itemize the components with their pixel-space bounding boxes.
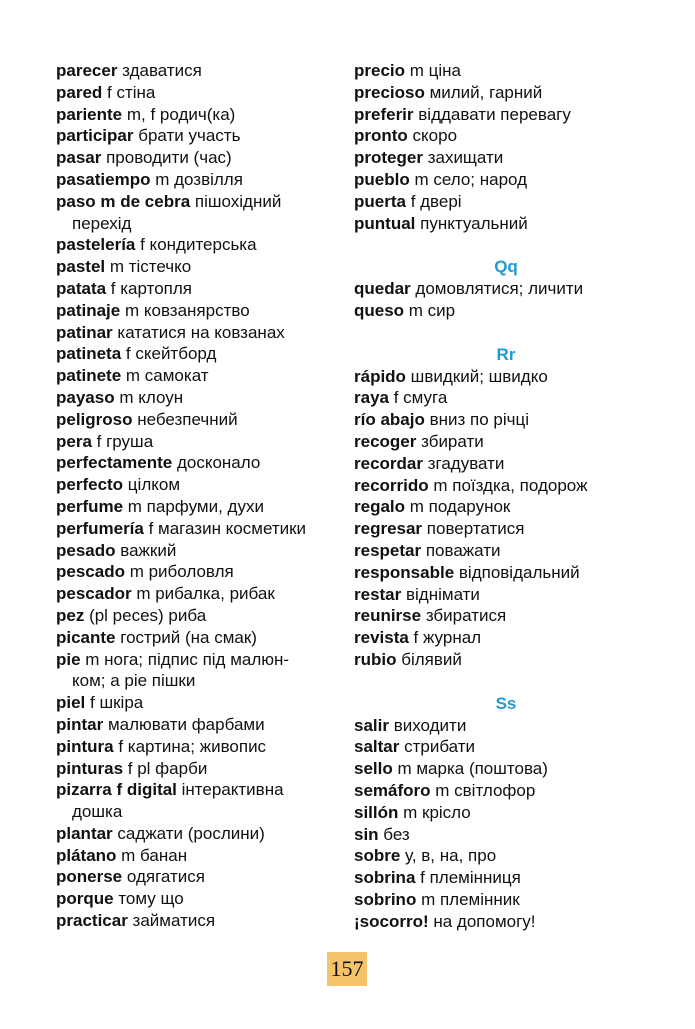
entry-headword: semáforo	[354, 780, 431, 800]
dictionary-entry	[354, 584, 654, 606]
entry-headword: proteger	[354, 148, 423, 168]
dictionary-entry	[354, 758, 654, 780]
dictionary-entry	[354, 278, 654, 300]
entry-headword: perfectamente	[56, 453, 173, 473]
entry-translation: збиратися	[421, 606, 507, 626]
entry-translation: m банан	[116, 845, 188, 865]
entry-headword: pinturas	[56, 758, 124, 778]
entry-translation: займатися	[127, 911, 216, 931]
entry-headword: plantar	[56, 823, 113, 843]
entry-translation: f картина; живопис	[113, 736, 267, 756]
entry-headword: patata	[56, 278, 107, 298]
dictionary-entry	[354, 911, 654, 933]
section-heading-r: Rr	[496, 344, 516, 364]
entry-translation: m клоун	[114, 387, 184, 407]
entry-headword: salir	[354, 715, 389, 735]
entry-translation: f pl фарби	[123, 758, 208, 778]
page-number: 157	[327, 952, 367, 986]
entry-translation: милий, гарний	[424, 82, 543, 102]
dictionary-entry	[56, 409, 338, 431]
entry-headword: preferir	[354, 104, 414, 124]
entry-translation: f стіна	[102, 82, 156, 102]
dictionary-entry	[56, 910, 338, 932]
entry-translation: білявий	[396, 649, 462, 669]
dictionary-entry	[354, 387, 654, 409]
entry-headword: porque	[56, 889, 114, 909]
entry-translation: f двері	[405, 191, 462, 211]
entry-headword: regalo	[354, 497, 406, 517]
entry-headword: recordar	[354, 453, 423, 473]
entry-headword: sin	[354, 824, 379, 844]
entry-headword: responsable	[354, 562, 455, 582]
dictionary-entry	[354, 60, 654, 82]
dictionary-entry	[354, 169, 654, 191]
entry-continuation: ком; a pie пішки	[72, 671, 196, 691]
entry-headword: patinete	[56, 366, 122, 386]
dictionary-entry	[56, 736, 338, 758]
section-heading-q: Qq	[494, 257, 518, 277]
dictionary-entry	[354, 82, 654, 104]
entry-headword: pastelería	[56, 235, 136, 255]
entry-headword: raya	[354, 388, 389, 408]
dictionary-entry	[354, 191, 654, 213]
entry-translation: вниз по річці	[424, 410, 530, 430]
entry-translation: m ціна	[405, 61, 461, 80]
entry-translation: f груша	[91, 431, 154, 451]
entry-translation: здаватися	[117, 61, 202, 80]
entry-translation: малювати фарбами	[103, 714, 265, 734]
entry-headword: revista	[354, 628, 409, 648]
entry-headword: pera	[56, 431, 92, 451]
dictionary-entry	[56, 278, 338, 300]
entry-headword: pastel	[56, 257, 106, 277]
entry-headword: peligroso	[56, 409, 133, 429]
entry-translation: у, в, на, про	[400, 846, 497, 866]
entry-translation: m марка (поштова)	[392, 759, 548, 779]
entry-translation: виходити	[388, 715, 467, 735]
entry-headword: rápido	[354, 366, 406, 386]
entry-translation: f кондитерська	[135, 235, 257, 255]
dictionary-entry	[56, 452, 338, 474]
entry-headword: recorrido	[354, 475, 429, 495]
dictionary-entry	[56, 496, 338, 518]
entry-headword: sobrina	[354, 868, 416, 888]
dictionary-entry	[56, 82, 338, 104]
left-column	[56, 60, 338, 932]
dictionary-entry	[354, 147, 654, 169]
entry-translation: m крісло	[398, 802, 471, 822]
entry-headword: patinaje	[56, 300, 121, 320]
q-entries	[354, 278, 654, 322]
dictionary-entry	[354, 125, 654, 147]
dictionary-entry	[354, 627, 654, 649]
entry-headword: sobrino	[354, 889, 417, 909]
dictionary-entry	[56, 431, 338, 453]
entry-headword: parecer	[56, 61, 118, 80]
dictionary-entry	[354, 409, 654, 431]
entry-headword: sillón	[354, 802, 399, 822]
entry-translation: m парфуми, духи	[123, 496, 264, 516]
dictionary-entry	[354, 213, 654, 235]
dictionary-entry	[354, 518, 654, 540]
s-entries	[354, 715, 654, 933]
entry-headword: ¡socorro!	[354, 911, 429, 931]
entry-headword: payaso	[56, 387, 115, 407]
entry-translation: f шкіра	[85, 693, 144, 713]
dictionary-entry	[56, 888, 338, 910]
entry-translation: проводити (час)	[101, 148, 232, 168]
entry-translation: без	[378, 824, 410, 844]
entry-translation: (pl peces) риба	[84, 605, 207, 625]
entry-headword: pasar	[56, 148, 102, 168]
entry-headword: pescador	[56, 584, 132, 604]
dictionary-entry	[354, 496, 654, 518]
entry-headword: precio	[354, 61, 406, 80]
dictionary-entry	[56, 649, 338, 693]
dictionary-entry	[56, 191, 338, 235]
dictionary-entry	[354, 104, 654, 126]
dictionary-entry	[56, 125, 338, 147]
dictionary-entry	[354, 453, 654, 475]
entry-translation: важкий	[115, 540, 177, 560]
dictionary-entry	[56, 561, 338, 583]
entry-translation: m ковзанярство	[120, 300, 250, 320]
entry-translation: небезпечний	[132, 409, 238, 429]
entry-translation: брати участь	[133, 126, 241, 146]
dictionary-entry	[354, 366, 654, 388]
entry-translation: на допомогу!	[428, 911, 536, 931]
entry-headword: perfumería	[56, 518, 144, 538]
section-heading-s: Ss	[495, 693, 517, 713]
entry-translation: кататися на ковзанах	[112, 322, 285, 342]
entry-translation: одягатися	[122, 867, 205, 887]
entry-translation: m племінник	[416, 889, 520, 909]
entry-translation: m тістечко	[105, 257, 192, 277]
entry-headword: pie	[56, 649, 81, 669]
dictionary-entry	[56, 300, 338, 322]
dictionary-entry	[354, 845, 654, 867]
entry-translation: домовлятися; личити	[410, 279, 584, 299]
p-entries	[354, 60, 654, 234]
dictionary-entry	[56, 758, 338, 780]
entry-headword: respetar	[354, 540, 422, 560]
dictionary-entry	[354, 824, 654, 846]
r-entries	[354, 366, 654, 671]
entry-translation: m село; народ	[409, 169, 528, 189]
entry-translation: скоро	[407, 126, 458, 146]
entry-headword: pronto	[354, 126, 408, 146]
entry-translation: m дозвілля	[150, 169, 243, 189]
entry-headword: plátano	[56, 845, 117, 865]
entry-headword: regresar	[354, 519, 423, 539]
dictionary-entry	[56, 169, 338, 191]
entry-translation: поважати	[421, 540, 501, 560]
dictionary-entry	[56, 322, 338, 344]
entry-translation: відповідальний	[454, 562, 580, 582]
entry-headword: pescado	[56, 562, 125, 582]
dictionary-entry	[354, 780, 654, 802]
entry-headword: pez	[56, 605, 85, 625]
entry-translation: стрибати	[399, 737, 476, 757]
entry-translation: f смуга	[388, 388, 448, 408]
entry-headword: picante	[56, 627, 116, 647]
entry-headword: paso m de cebra	[56, 191, 191, 211]
entry-headword: pasatiempo	[56, 169, 151, 189]
entry-translation: збирати	[416, 431, 484, 451]
dictionary-entry	[354, 802, 654, 824]
entry-headword: ponerse	[56, 867, 123, 887]
dictionary-entry	[56, 627, 338, 649]
entry-translation: повертатися	[422, 519, 525, 539]
dictionary-entry	[354, 540, 654, 562]
dictionary-entry	[56, 540, 338, 562]
dictionary-entry	[354, 562, 654, 584]
entry-headword: restar	[354, 584, 402, 604]
entry-headword: reunirse	[354, 606, 422, 626]
dictionary-entry	[56, 387, 338, 409]
entry-translation: віддавати перевагу	[413, 104, 571, 124]
entry-translation: m самокат	[121, 366, 209, 386]
entry-translation: швидкий; швидко	[405, 366, 548, 386]
dictionary-entry	[354, 889, 654, 911]
entry-headword: pueblo	[354, 169, 410, 189]
dictionary-entry	[56, 779, 338, 823]
entry-headword: pizarra f digital	[56, 780, 177, 800]
entry-headword: practicar	[56, 911, 128, 931]
dictionary-entry	[56, 605, 338, 627]
entry-headword: perfume	[56, 496, 124, 516]
right-column	[354, 60, 654, 932]
dictionary-entry	[56, 365, 338, 387]
entry-headword: participar	[56, 126, 134, 146]
entry-translation: згадувати	[422, 453, 505, 473]
entry-translation: m рибалка, рибак	[131, 584, 275, 604]
dictionary-entry	[354, 867, 654, 889]
dictionary-entry	[354, 649, 654, 671]
dictionary-entry	[354, 475, 654, 497]
dictionary-entry	[56, 845, 338, 867]
dictionary-entry	[354, 431, 654, 453]
entry-translation: f магазин косметики	[143, 518, 307, 538]
entry-headword: patineta	[56, 344, 122, 364]
entry-translation: m нога; підпис під малюн-	[80, 649, 290, 669]
entry-translation: f журнал	[408, 628, 482, 648]
entry-translation: досконало	[172, 453, 261, 473]
entry-headword: pintar	[56, 714, 104, 734]
entry-headword: puerta	[354, 191, 406, 211]
entry-translation: віднімати	[401, 584, 480, 604]
entry-headword: perfecto	[56, 475, 124, 495]
entry-headword: pesado	[56, 540, 116, 560]
entry-headword: rubio	[354, 649, 397, 669]
dictionary-entry	[354, 715, 654, 737]
entry-translation: m поїздка, подорож	[428, 475, 588, 495]
dictionary-entry	[56, 583, 338, 605]
dictionary-entry	[56, 474, 338, 496]
dictionary-entry	[354, 300, 654, 322]
dictionary-entry	[56, 60, 338, 82]
dictionary-entry	[56, 147, 338, 169]
entry-headword: río abajo	[354, 410, 425, 430]
entry-translation: пішохідний	[190, 191, 282, 211]
entry-headword: sobre	[354, 846, 401, 866]
entry-translation: інтерактивна	[176, 780, 284, 800]
dictionary-entry	[354, 736, 654, 758]
entry-headword: precioso	[354, 82, 425, 102]
entry-headword: pared	[56, 82, 103, 102]
entry-headword: recoger	[354, 431, 417, 451]
entry-headword: queso	[354, 300, 405, 320]
entry-headword: puntual	[354, 213, 416, 233]
entry-translation: m сир	[404, 300, 456, 320]
entry-translation: цілком	[123, 475, 181, 495]
entry-translation: m світлофор	[430, 780, 536, 800]
entry-headword: patinar	[56, 322, 113, 342]
dictionary-entry	[56, 518, 338, 540]
entry-continuation: дошка	[72, 802, 123, 822]
entry-headword: pintura	[56, 736, 114, 756]
dictionary-entry	[354, 605, 654, 627]
entry-headword: quedar	[354, 279, 411, 299]
entry-translation: захищати	[422, 148, 504, 168]
dictionary-entry	[56, 256, 338, 278]
dictionary-entry	[56, 234, 338, 256]
dictionary-entry	[56, 823, 338, 845]
dictionary-entry	[56, 104, 338, 126]
entry-headword: pariente	[56, 104, 123, 124]
entry-translation: гострий (на смак)	[115, 627, 257, 647]
dictionary-entry	[56, 343, 338, 365]
entry-translation: пунктуальний	[415, 213, 528, 233]
entry-translation: f картопля	[106, 278, 192, 298]
entry-headword: sello	[354, 759, 393, 779]
entry-headword: piel	[56, 693, 86, 713]
dictionary-entry	[56, 692, 338, 714]
dictionary-entry	[56, 714, 338, 736]
entry-headword: saltar	[354, 737, 400, 757]
entry-continuation: перехід	[72, 213, 132, 233]
entry-translation: тому що	[113, 889, 184, 909]
entry-translation: m подарунок	[405, 497, 511, 517]
entry-translation: m, f родич(ка)	[122, 104, 236, 124]
entry-translation: f скейтборд	[121, 344, 217, 364]
entry-translation: саджати (рослини)	[112, 823, 265, 843]
dictionary-entry	[56, 866, 338, 888]
entry-translation: f племінниця	[415, 868, 521, 888]
entry-translation: m риболовля	[124, 562, 234, 582]
